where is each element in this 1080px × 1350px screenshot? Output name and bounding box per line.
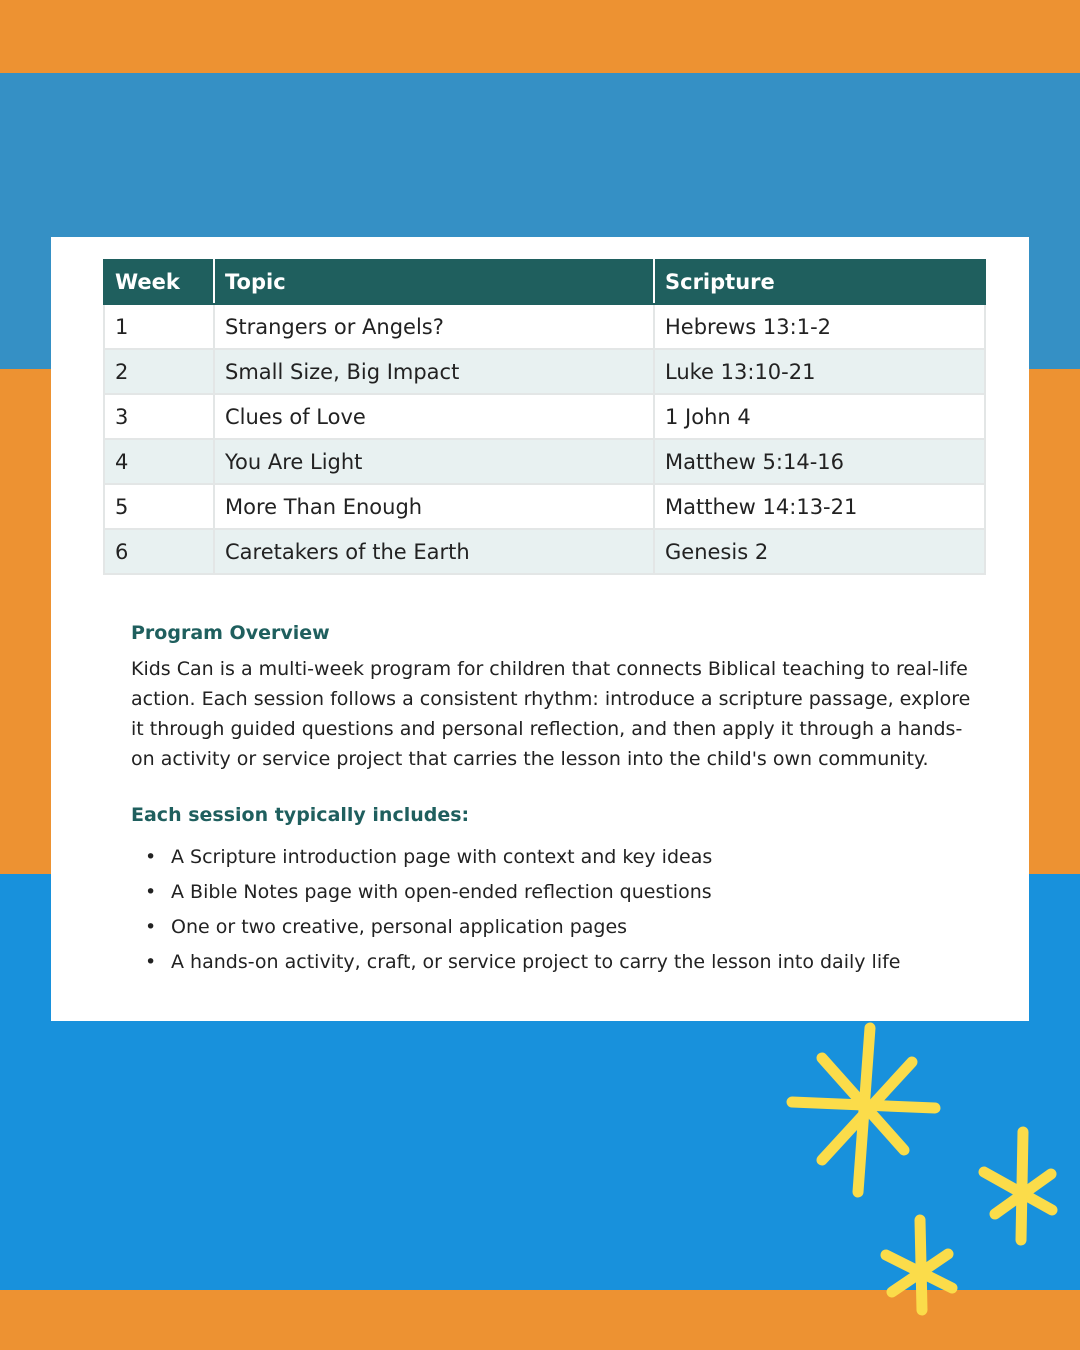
bullet: • <box>145 916 157 938</box>
overview-line: on activity or service project that carries the lesson into the child's own community. <box>131 748 929 770</box>
header-scripture: Scripture <box>654 260 985 304</box>
scripture-cell: Hebrews 13:1-2 <box>654 304 985 349</box>
topic-cell: You Are Light <box>214 439 654 484</box>
table-row <box>104 394 985 439</box>
table-row <box>104 304 985 349</box>
list-item <box>131 840 900 875</box>
content-card <box>51 237 1029 1021</box>
overview-line: Kids Can is a multi-week program for children that connects Biblical teaching to real-life <box>131 658 968 680</box>
schedule-table <box>103 259 986 575</box>
list-item <box>131 945 900 980</box>
week-cell: 2 <box>104 349 214 394</box>
session-includes-heading: Each session typically includes: <box>131 804 470 826</box>
top-orange-band <box>0 0 1080 73</box>
table-row <box>104 529 985 574</box>
table-row <box>104 349 985 394</box>
header-week: Week <box>104 260 214 304</box>
session-includes-list <box>131 840 900 980</box>
scripture-cell: Matthew 14:13-21 <box>654 484 985 529</box>
week-cell: 4 <box>104 439 214 484</box>
program-overview-section <box>131 622 971 774</box>
sparkle-stars-icon <box>770 1010 1080 1330</box>
week-cell: 5 <box>104 484 214 529</box>
table-row <box>104 484 985 529</box>
bullet: • <box>145 846 157 868</box>
scripture-cell: Matthew 5:14-16 <box>654 439 985 484</box>
program-overview-text <box>131 654 971 774</box>
overview-line: action. Each session follows a consistent rhythm: introduce a scripture passage, explore <box>131 688 971 710</box>
topic-cell: Small Size, Big Impact <box>214 349 654 394</box>
list-item-text: A Scripture introduction page with context and key ideas <box>171 846 713 868</box>
list-item <box>131 875 900 910</box>
bullet: • <box>145 951 157 973</box>
topic-cell: More Than Enough <box>214 484 654 529</box>
list-item-text: A hands-on activity, craft, or service project to carry the lesson into daily life <box>171 951 901 973</box>
table-row <box>104 439 985 484</box>
topic-cell: Clues of Love <box>214 394 654 439</box>
topic-cell: Caretakers of the Earth <box>214 529 654 574</box>
week-cell: 3 <box>104 394 214 439</box>
week-cell: 1 <box>104 304 214 349</box>
header-topic: Topic <box>214 260 654 304</box>
bullet: • <box>145 881 157 903</box>
week-cell: 6 <box>104 529 214 574</box>
overview-line: it through guided questions and personal reflection, and then apply it through a hands- <box>131 718 963 740</box>
table-header-row <box>104 260 985 304</box>
program-overview-heading: Program Overview <box>131 622 330 644</box>
list-item-text: One or two creative, personal application pages <box>171 916 628 938</box>
scripture-cell: Genesis 2 <box>654 529 985 574</box>
list-item-text: A Bible Notes page with open-ended reflection questions <box>171 881 712 903</box>
scripture-cell: 1 John 4 <box>654 394 985 439</box>
topic-cell: Strangers or Angels? <box>214 304 654 349</box>
list-item <box>131 910 900 945</box>
scripture-cell: Luke 13:10-21 <box>654 349 985 394</box>
